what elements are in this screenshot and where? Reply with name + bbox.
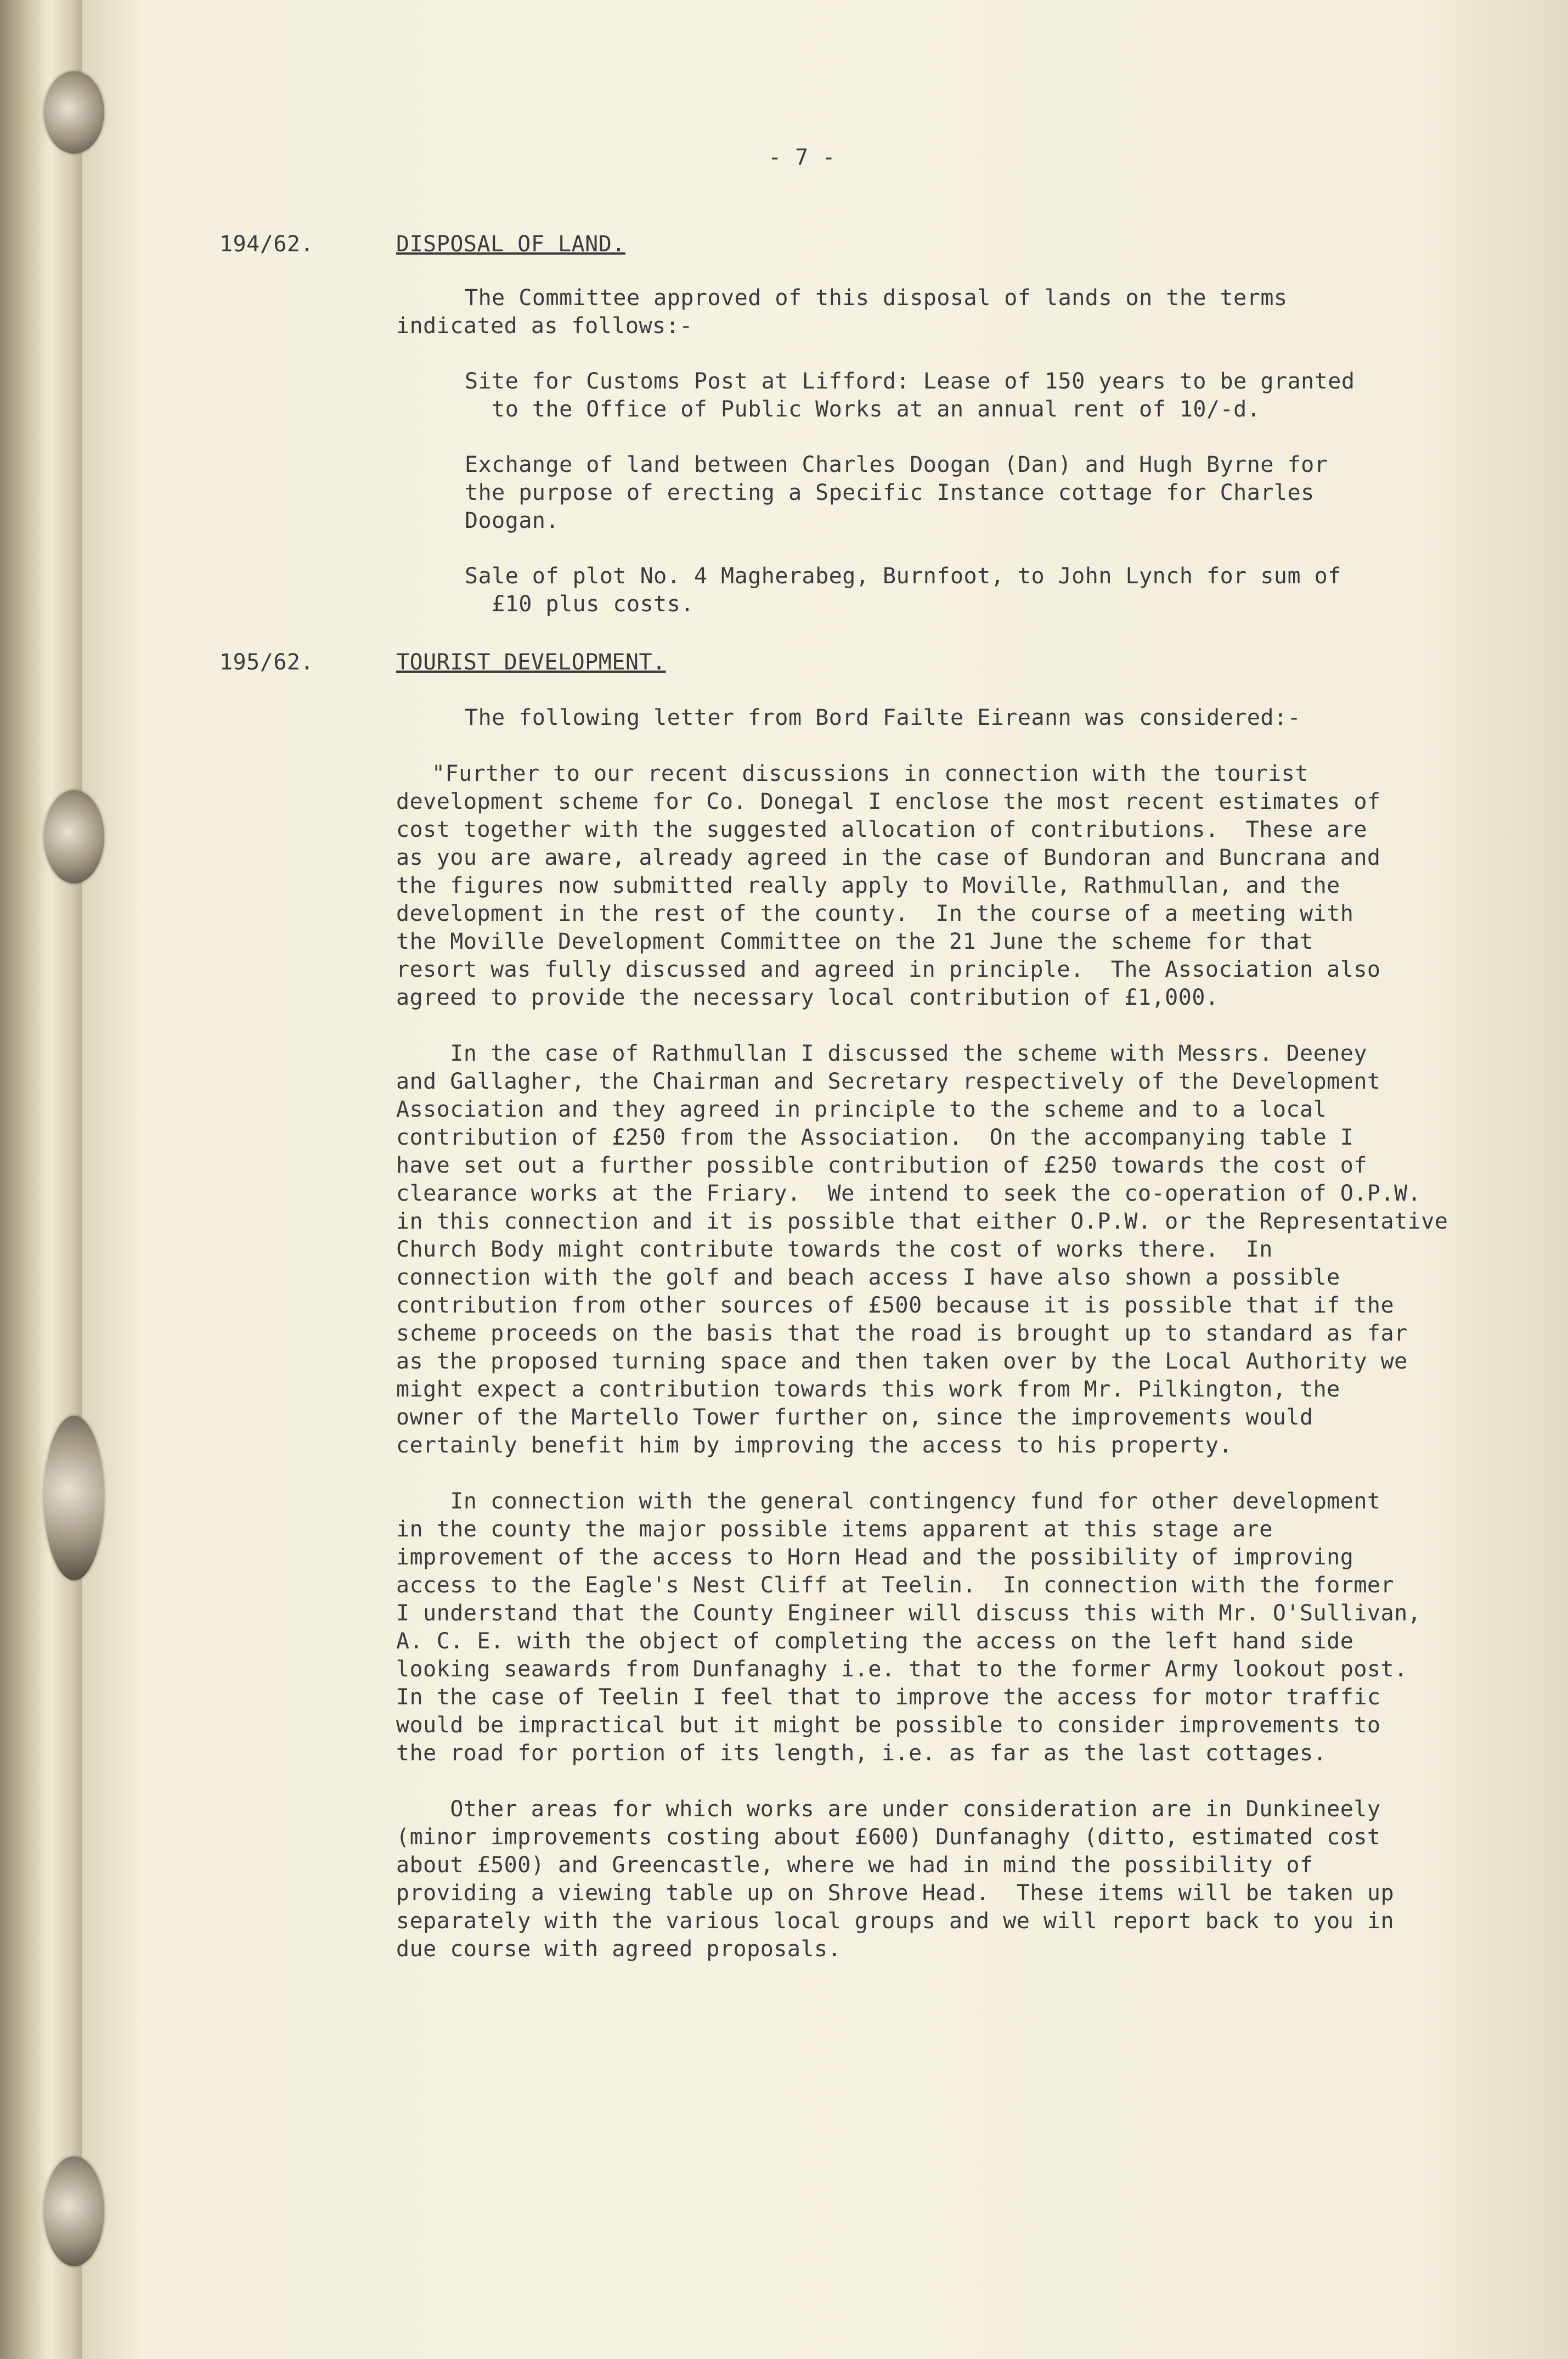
letter-line: scheme proceeds on the basis that the road is brought up to standard as far <box>396 1321 1408 1346</box>
letter-line: and Gallagher, the Chairman and Secretary respectively of the Development <box>396 1069 1381 1094</box>
list-line: Sale of plot No. 4 Magherabeg, Burnfoot, to John Lynch for sum of <box>465 564 1341 589</box>
letter-line: looking seawards from Dunfanaghy i.e. that to the former Army lookout post. <box>396 1657 1408 1682</box>
letter-line: contribution of £250 from the Association. On the accompanying table I <box>396 1125 1354 1150</box>
letter-line: might expect a contribution towards this work from Mr. Pilkington, the <box>396 1377 1340 1402</box>
letter-line: A. C. E. with the object of completing the access on the left hand side <box>396 1629 1354 1654</box>
list-line: Doogan. <box>465 508 560 533</box>
letter-line: I understand that the County Engineer will discuss this with Mr. O'Sullivan, <box>396 1601 1422 1626</box>
list-line: £10 plus costs. <box>465 592 694 617</box>
letter-line: the Moville Development Committee on the 21 June the scheme for that <box>396 929 1313 954</box>
letter-line: would be impractical but it might be possible to consider improvements to <box>396 1713 1381 1738</box>
letter-line: improvement of the access to Horn Head and the possibility of improving <box>396 1545 1354 1570</box>
letter-line: resort was fully discussed and agreed in principle. The Association also <box>396 957 1381 982</box>
text-line: The Committee approved of this disposal of lands on the terms <box>465 285 1288 311</box>
binder-spine <box>0 0 82 2359</box>
letter-line: in the county the major possible items apparent at this stage are <box>396 1517 1273 1542</box>
letter-line: access to the Eagle's Nest Cliff at Teelin. In connection with the former <box>396 1573 1395 1598</box>
letter-line: cost together with the suggested allocation of contributions. These are <box>396 817 1367 842</box>
binder-ring-bottom <box>44 2157 104 2266</box>
letter-line: "Further to our recent discussions in connection with the tourist <box>432 761 1308 786</box>
letter-line: In the case of Rathmullan I discussed the scheme with Messrs. Deeney <box>396 1041 1367 1066</box>
minute-number: 194/62. <box>219 232 314 257</box>
list-line: Exchange of land between Charles Doogan (Dan) and Hugh Byrne for <box>465 452 1328 477</box>
text-line: The following letter from Bord Failte Eireann was considered:- <box>465 705 1301 730</box>
page-number: - 7 - <box>768 145 836 170</box>
letter-line: certainly benefit him by improving the access to his property. <box>396 1433 1233 1458</box>
section-heading: TOURIST DEVELOPMENT. <box>396 650 666 675</box>
letter-line: contribution from other sources of £500 because it is possible that if the <box>396 1293 1395 1318</box>
letter-line: providing a viewing table up on Shrove Head. These items will be taken up <box>396 1881 1395 1906</box>
letter-line: about £500) and Greencastle, where we had in mind the possibility of <box>396 1853 1313 1878</box>
letter-line: as you are aware, already agreed in the case of Bundoran and Buncrana and <box>396 845 1381 870</box>
letter-line: Church Body might contribute towards the cost of works there. In <box>396 1237 1273 1262</box>
letter-line: owner of the Martello Tower further on, since the improvements would <box>396 1405 1313 1430</box>
letter-line: the figures now submitted really apply to Moville, Rathmullan, and the <box>396 873 1340 898</box>
letter-line: clearance works at the Friary. We intend to seek the co-operation of O.P.W. <box>396 1181 1422 1206</box>
letter-line: have set out a further possible contribution of £250 towards the cost of <box>396 1153 1367 1178</box>
letter-line: as the proposed turning space and then taken over by the Local Authority we <box>396 1349 1408 1374</box>
letter-line: In the case of Teelin I feel that to improve the access for motor traffic <box>396 1685 1381 1710</box>
letter-line: in this connection and it is possible that either O.P.W. or the Representative <box>396 1209 1448 1234</box>
letter-line: connection with the golf and beach access I have also shown a possible <box>396 1265 1340 1290</box>
text-line: indicated as follows:- <box>396 313 693 339</box>
letter-line: Other areas for which works are under consideration are in Dunkineely <box>396 1797 1381 1822</box>
letter-line: In connection with the general contingency fund for other development <box>396 1489 1381 1514</box>
letter-line: development scheme for Co. Donegal I enclose the most recent estimates of <box>396 789 1381 814</box>
binder-ring-middle <box>44 790 104 883</box>
list-line: Site for Customs Post at Lifford: Lease of 150 years to be granted <box>465 369 1355 394</box>
letter-line: agreed to provide the necessary local contribution of £1,000. <box>396 985 1219 1010</box>
letter-line: (minor improvements costing about £600) Dunfanaghy (ditto, estimated cost <box>396 1825 1381 1850</box>
letter-line: due course with agreed proposals. <box>396 1936 842 1962</box>
list-line: to the Office of Public Works at an annual rent of 10/-d. <box>465 397 1261 422</box>
section-heading: DISPOSAL OF LAND. <box>396 232 625 257</box>
binder-ring-lower <box>44 1416 104 1580</box>
letter-line: Association and they agreed in principle to the scheme and to a local <box>396 1097 1327 1122</box>
letter-line: development in the rest of the county. In the course of a meeting with <box>396 901 1354 926</box>
minute-number: 195/62. <box>219 650 314 675</box>
letter-line: separately with the various local groups and we will report back to you in <box>396 1908 1395 1934</box>
letter-line: the road for portion of its length, i.e. as far as the last cottages. <box>396 1741 1327 1766</box>
list-line: the purpose of erecting a Specific Instance cottage for Charles <box>465 480 1315 505</box>
binder-ring-top <box>44 71 104 154</box>
